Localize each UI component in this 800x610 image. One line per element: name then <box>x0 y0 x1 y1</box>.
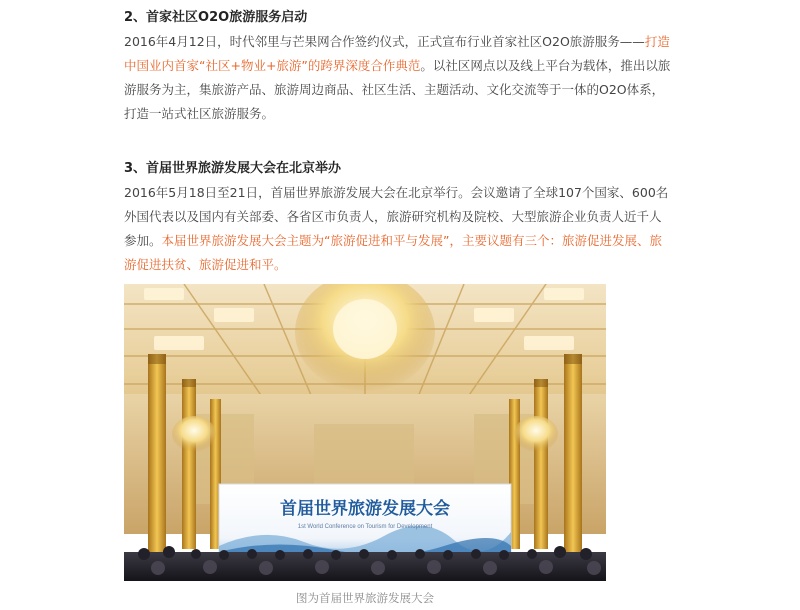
conference-photo <box>124 284 606 581</box>
banner-subtitle: 1st World Conference on Tourism for Development <box>297 524 433 530</box>
section-2-paragraph <box>124 30 672 126</box>
article-body <box>124 6 672 277</box>
banner-title: 首届世界旅游发展大会 <box>280 499 450 519</box>
section-2-highlight: 打造中国业内首家“社区+物业+旅游”的跨界深度合作典范 <box>124 34 670 73</box>
conference-hall-illustration <box>124 284 606 581</box>
section-3-paragraph <box>124 181 672 277</box>
section-2-text: 2016年4月12日，时代邻里与芒果网合作签约仪式，正式宣布行业首家社区O2O旅游服务—— <box>124 34 645 49</box>
section-spacer <box>124 126 672 157</box>
section-2-text-tail: 。以社区网点以及线上平台为载体，推出以旅游服务为主，集旅游产品、旅游周边商品、社区生活、主题活动、文化交流等于一体的O2O体系，打造一站式社区旅游服务。 <box>124 58 671 121</box>
section-2-heading: 2、首家社区O2O旅游服务启动 <box>124 10 308 25</box>
section-3-heading: 3、首届世界旅游发展大会在北京举办 <box>124 161 342 176</box>
photo-caption: 图为首届世界旅游发展大会 <box>296 591 434 605</box>
section-3-highlight: 本届世界旅游发展大会主题为“旅游促进和平与发展”，主要议题有三个：旅游促进发展、旅游促进扶贫、旅游促进和平。 <box>124 233 662 272</box>
section-3-text: 2016年5月18日至21日，首届世界旅游发展大会在北京举行。会议邀请了全球107个国家、600名外国代表以及国内有关部委、各省区市负责人，旅游研究机构及院校、大型旅游企业负责人近千人参加。 <box>124 185 669 248</box>
